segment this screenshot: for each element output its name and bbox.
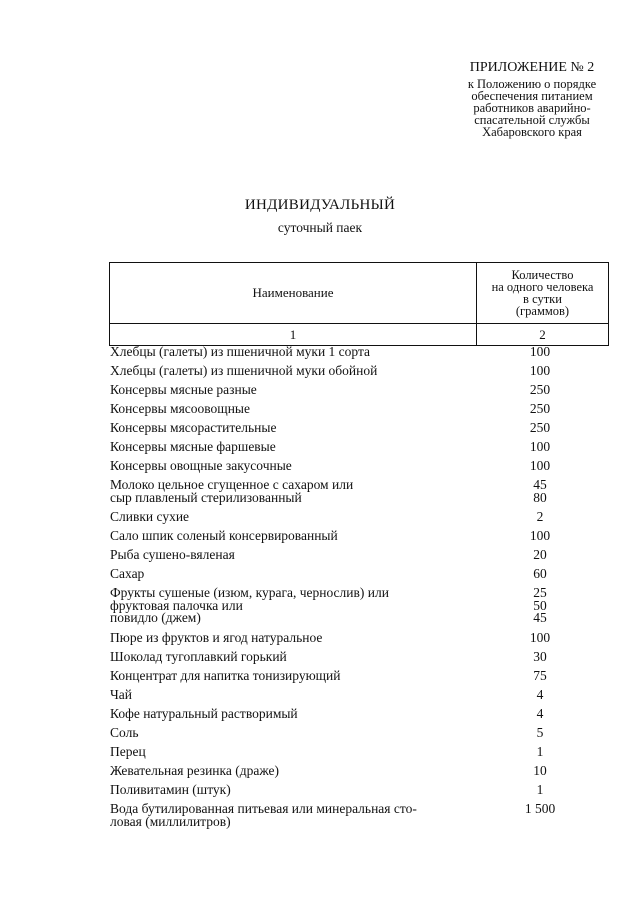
- item-name: [110, 784, 470, 797]
- item-quantity-value: 60: [533, 566, 547, 581]
- item-name: [110, 511, 470, 524]
- item-quantity-value: 4: [536, 706, 544, 721]
- item-quantity: [470, 587, 610, 625]
- item-quantity-value: 1 500: [524, 801, 556, 816]
- item-quantity: [470, 568, 610, 581]
- item-quantity-value: 100: [529, 363, 551, 378]
- table-row: [110, 479, 610, 511]
- item-quantity-value: 75: [533, 668, 547, 683]
- table-row: [110, 670, 610, 689]
- item-name-line: Чай: [110, 687, 132, 702]
- item-quantity-value: 100: [529, 458, 551, 473]
- item-quantity: [470, 765, 610, 778]
- table-row: [110, 587, 610, 632]
- item-name: [110, 479, 470, 504]
- appendix-line: обеспечения питанием: [471, 89, 593, 103]
- item-name-line: Фрукты сушеные (изюм, курага, чернослив) или: [110, 585, 389, 600]
- table-header: [109, 262, 609, 346]
- item-name-line: Консервы мясные разные: [110, 382, 257, 397]
- column-number-row: [110, 324, 608, 345]
- item-quantity: [470, 689, 610, 702]
- item-name-line: Консервы мясные фаршевые: [110, 439, 276, 454]
- item-quantity-value: 5: [536, 725, 544, 740]
- item-quantity-value: 4: [536, 687, 544, 702]
- table-row: [110, 727, 610, 746]
- item-name: [110, 403, 470, 416]
- item-name-line: Поливитамин (штук): [110, 782, 231, 797]
- item-name: [110, 803, 470, 828]
- item-quantity-value: 80: [533, 489, 547, 505]
- item-name: [110, 670, 470, 683]
- table-row: [110, 803, 610, 833]
- item-quantity-value: 100: [529, 630, 551, 645]
- item-name-line: Кофе натуральный растворимый: [110, 706, 298, 721]
- item-quantity: [470, 441, 610, 454]
- item-name: [110, 587, 470, 625]
- appendix-line: спасательной службы: [474, 113, 590, 127]
- item-quantity: [470, 651, 610, 664]
- appendix-line: работников аварийно-: [473, 101, 591, 115]
- item-quantity: [470, 746, 610, 759]
- document-title: ИНДИВИДУАЛЬНЫЙ: [244, 197, 396, 213]
- item-name-line: Перец: [110, 744, 146, 759]
- item-quantity: [470, 479, 610, 504]
- item-name-line: Консервы мясоовощные: [110, 401, 250, 416]
- item-quantity-value: 25: [533, 585, 547, 600]
- item-name-line: Концентрат для напитка тонизирующий: [110, 668, 341, 683]
- item-name: [110, 568, 470, 581]
- item-name-line: фруктовая палочка или: [110, 597, 243, 613]
- item-quantity-value: 50: [533, 597, 547, 613]
- item-name-line: ловая (миллилитров): [110, 813, 231, 829]
- item-name-line: Соль: [110, 725, 139, 740]
- item-quantity-value: 45: [533, 477, 547, 492]
- item-name: [110, 365, 470, 378]
- item-name: [110, 549, 470, 562]
- item-name-line: Сахар: [110, 566, 145, 581]
- item-name: [110, 530, 470, 543]
- item-quantity: [470, 384, 610, 397]
- item-quantity: [470, 803, 610, 816]
- header-quantity-line: Количество: [511, 268, 574, 282]
- item-name-line: Молоко цельное сгущенное с сахаром или: [110, 477, 354, 492]
- table-header-row: [110, 263, 608, 324]
- header-quantity-line: на одного человека: [491, 280, 594, 294]
- item-name-line: Хлебцы (галеты) из пшеничной муки обойной: [110, 363, 378, 378]
- item-name: [110, 727, 470, 740]
- item-name: [110, 460, 470, 473]
- item-name: [110, 708, 470, 721]
- item-quantity: [470, 346, 610, 359]
- item-quantity-value: 250: [529, 401, 551, 416]
- item-name: [110, 651, 470, 664]
- item-name-line: Вода бутилированная питьевая или минеральная сто-: [110, 801, 417, 816]
- item-quantity: [470, 511, 610, 524]
- item-name-line: Пюре из фруктов и ягод натуральное: [110, 630, 323, 645]
- item-name: [110, 689, 470, 702]
- item-name-line: Жевательная резинка (драже): [110, 763, 279, 778]
- item-quantity: [470, 670, 610, 683]
- item-quantity: [470, 784, 610, 797]
- item-name-line: Сливки сухие: [110, 509, 190, 524]
- header-name: Наименование: [110, 263, 477, 323]
- item-quantity-value: 10: [533, 763, 547, 778]
- item-name: [110, 632, 470, 645]
- item-quantity-value: 20: [533, 547, 547, 562]
- header-quantity-line: в сутки: [523, 292, 562, 306]
- item-name-line: Рыба сушено-вяленая: [110, 547, 235, 562]
- item-quantity-value: 100: [529, 528, 551, 543]
- table-body: [110, 346, 610, 833]
- item-name-line: Сало шпик соленый консервированный: [110, 528, 338, 543]
- item-quantity-value: 1: [536, 744, 544, 759]
- item-quantity-value: 250: [529, 420, 551, 435]
- item-name-line: Консервы овощные закусочные: [110, 458, 292, 473]
- item-quantity-value: 100: [529, 344, 551, 359]
- appendix-line: к Положению о порядке: [467, 77, 597, 91]
- item-quantity: [470, 422, 610, 435]
- item-quantity: [470, 632, 610, 645]
- item-name: [110, 746, 470, 759]
- table-row: [110, 708, 610, 727]
- appendix-title: ПРИЛОЖЕНИЕ № 2: [469, 60, 595, 75]
- item-quantity: [470, 365, 610, 378]
- appendix-block: [452, 61, 612, 138]
- item-name: [110, 422, 470, 435]
- item-name: [110, 765, 470, 778]
- header-quantity-line: (граммов): [515, 304, 570, 318]
- document-subtitle: суточный паек: [277, 220, 363, 235]
- item-name-line: Шоколад тугоплавкий горький: [110, 649, 287, 664]
- item-name: [110, 384, 470, 397]
- appendix-line: Хабаровского края: [482, 125, 582, 139]
- item-name: [110, 346, 470, 359]
- item-quantity: [470, 727, 610, 740]
- header-quantity: [477, 263, 608, 323]
- item-name-line: Хлебцы (галеты) из пшеничной муки 1 сорта: [110, 344, 371, 359]
- item-name-line: повидло (джем): [110, 610, 201, 625]
- item-quantity-value: 100: [529, 439, 551, 454]
- item-quantity: [470, 460, 610, 473]
- item-name-line: Консервы мясорастительные: [110, 420, 277, 435]
- item-quantity-value: 1: [536, 782, 544, 797]
- item-name-line: сыр плавленый стерилизованный: [110, 489, 302, 505]
- item-quantity: [470, 708, 610, 721]
- item-quantity-value: 45: [533, 610, 547, 625]
- item-quantity: [470, 549, 610, 562]
- item-quantity: [470, 403, 610, 416]
- item-name: [110, 441, 470, 454]
- item-quantity-value: 250: [529, 382, 551, 397]
- column-number-2: 2: [539, 326, 546, 342]
- item-quantity: [470, 530, 610, 543]
- column-number-1: 1: [110, 324, 477, 345]
- item-quantity-value: 30: [533, 649, 547, 664]
- document-heading: [0, 196, 640, 236]
- item-quantity-value: 2: [536, 509, 544, 524]
